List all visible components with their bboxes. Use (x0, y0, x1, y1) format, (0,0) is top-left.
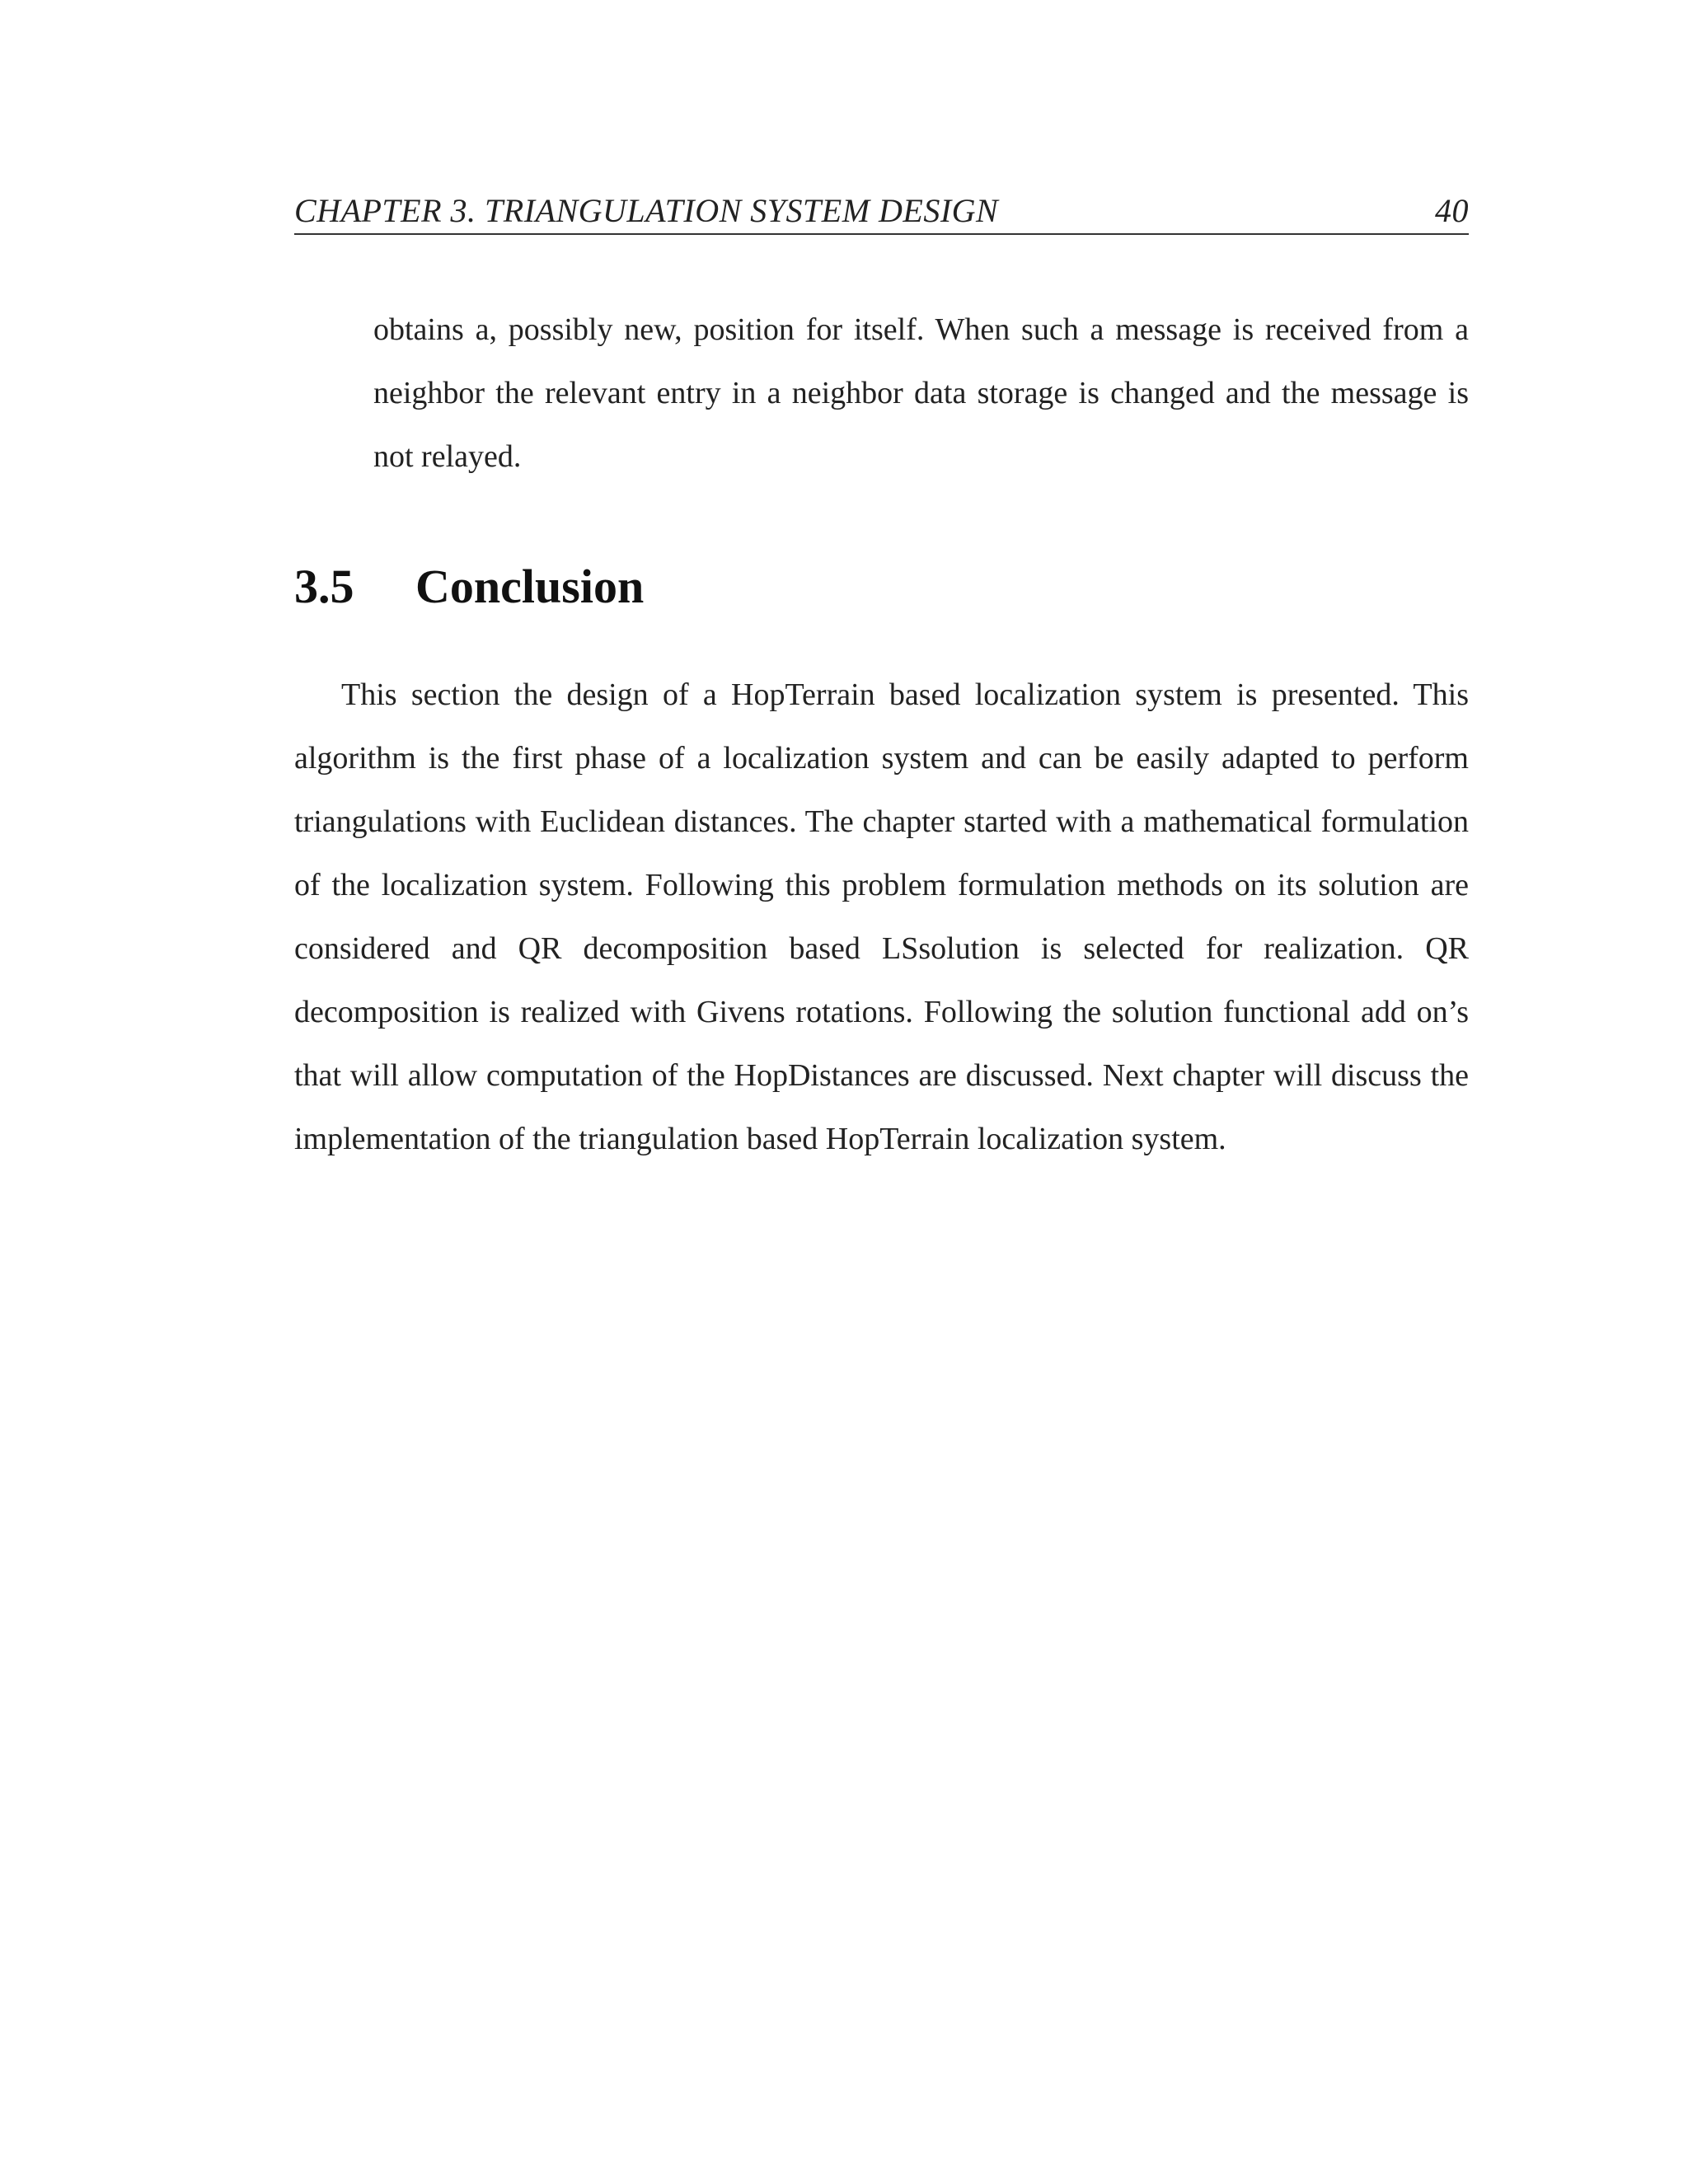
continued-paragraph: obtains a, possibly new, position for itself. When such a message is received from a neighbor the relevant entry in a neighbor data storage is changed and the message is not relayed. (373, 312, 1469, 474)
section-heading (294, 559, 1469, 614)
page-number: 40 (1435, 192, 1469, 229)
header-rule (294, 233, 1469, 235)
section-title: Conclusion (415, 560, 645, 613)
section-number: 3.5 (294, 560, 354, 613)
conclusion-paragraph: This section the design of a HopTerrain based localization system is presented. This algorithm is the first phase of a localization system and can be easily adapted to perform triangulations with Euclidean distances. The chapter started with a mathematical formulation of the localization system. Following this problem formulation methods on its solution are considered and QR decomposition based LSsolution is selected for realization. QR decomposition is realized with Givens rotations. Following the solution functional add on’s that will allow computation of the HopDistances are discussed. Next chapter will discuss the implementation of the triangulation based HopTerrain localization system. (294, 677, 1469, 1156)
running-header (294, 191, 1469, 232)
chapter-title: CHAPTER 3. TRIANGULATION SYSTEM DESIGN (294, 192, 999, 229)
